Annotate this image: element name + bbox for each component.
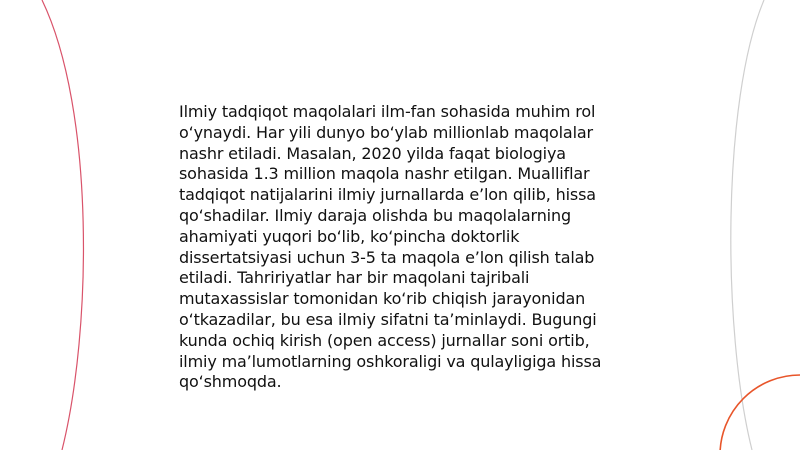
- right-arc: [731, 0, 764, 450]
- left-arc: [42, 0, 83, 450]
- body-text: Ilmiy tadqiqot maqolalari ilm-fan sohasida muhim rol o‘ynaydi. Har yili dunyo bo‘ylab millionlab maqolalar nashr etiladi. Masalan, 2020 yilda faqat biologiya sohasida 1.3 million maqola nashr etilgan. Mualliflar tadqiqot natijalarini ilmiy jurnallarda e’lon qilib, hissa qo‘shadilar. Ilmiy daraja olishda bu maqolalarning ahamiyati yuqori bo‘lib, ko‘pincha doktorlik dissertatsiyasi uchun 3-5 ta maqola e’lon qilish talab etiladi. Tahririyatlar har bir maqolani tajribali mutaxassislar tomonidan ko‘rib chiqish jarayonidan o‘tkazadilar, bu esa ilmiy sifatni ta’minlaydi. Bugungi kunda ochiq kirish (open access) jurnallar soni ortib, ilmiy ma’lumotlarning oshkoraligi va qulayligiga hissa qo‘shmoqda.: [179, 102, 602, 392]
- accent-arc: [720, 375, 800, 450]
